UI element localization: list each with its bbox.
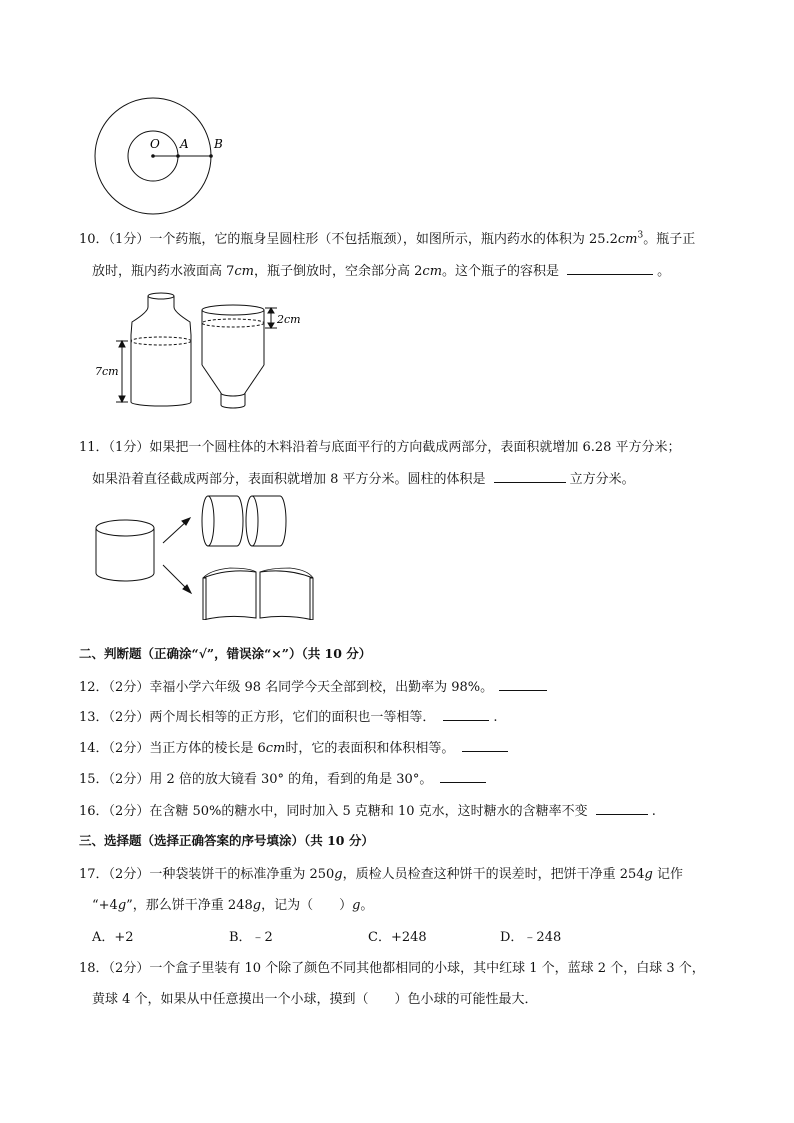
label-2cm: 2cm: [277, 313, 301, 326]
q11-line1: 11．（1分）如果把一个圆柱体的木料沿着与底面平行的方向截成两部分，表面积就增加 6.28 平方分米；: [79, 440, 681, 455]
label-a: A: [180, 137, 189, 151]
label-7cm: 7cm: [95, 365, 119, 378]
q13: 13．（2分）两个周长相等的正方形，它们的面积也一等相等． .: [79, 710, 498, 725]
q12-answer-blank[interactable]: [499, 678, 547, 691]
point-b: [209, 154, 213, 158]
q10-line1: 10．（1分）一个药瓶，它的瓶身呈圆柱形（不包括瓶颈），如图所示，瓶内药水的体积为 $25.2cm^3$。瓶子正: [79, 230, 696, 247]
point-a: [176, 154, 180, 158]
section-2-title: 二、判断题（正确涂“√”，错误涂“×”）（共 10 分）: [79, 646, 372, 661]
q10-line2: 放时，瓶内药水液面高 7cm，瓶子倒放时，空余部分高 2cm。这个瓶子的容积是 。: [92, 264, 671, 279]
q17-option-d[interactable]: D．﹣248: [500, 930, 562, 945]
label-o: O: [150, 137, 160, 151]
inverted-bottle: [202, 305, 264, 408]
q16-answer-blank[interactable]: [596, 802, 648, 815]
label-b: B: [214, 137, 223, 151]
q17-option-b[interactable]: B．﹣2: [229, 930, 273, 945]
q16: 16．（2分）在含糖 50%的糖水中，同时加入 5 克糖和 10 克水，这时糖水的含糖率不变 .: [79, 804, 656, 819]
q15-answer-blank[interactable]: [440, 770, 486, 783]
q18-line2: 黄球 4 个，如果从中任意摸出一个小球，摸到（ ）色小球的可能性最大．: [92, 992, 538, 1007]
q17-option-c[interactable]: C．+248: [368, 930, 427, 945]
height-2cm-marker: [265, 308, 277, 328]
q17-line2: “+4g”，那么饼干净重 248g，记为（ ）g。: [92, 898, 374, 913]
parallel-cut-pieces: [202, 496, 286, 546]
diameter-cut-pieces: [203, 568, 313, 620]
q14: 14．（2分）当正方体的棱长是 6cm时，它的表面积和体积相等。: [79, 737, 512, 756]
medicine-bottle-figure: [88, 290, 318, 418]
cylinder-cut-figure: [90, 490, 330, 620]
q17-option-a[interactable]: A．+2: [92, 930, 134, 945]
original-cylinder: [96, 520, 154, 581]
q12: 12．（2分）幸福小学六年级 98 名同学今天全部到校，出勤率为 98%。: [79, 676, 551, 695]
q10-answer-blank[interactable]: [567, 262, 653, 275]
q11-line2: 如果沿着直径截成两部分，表面积就增加 8 平方分米。圆柱的体积是 立方分米。: [92, 472, 635, 487]
section-3-title: 三、选择题（选择正确答案的序号填涂）（共 10 分）: [79, 833, 374, 848]
arrows: [163, 518, 191, 593]
concentric-circles-figure: [90, 96, 240, 218]
q18-line1: 18．（2分）一个盒子里装有 10 个除了颜色不同其他都相同的小球，其中红球 1 个，蓝球 2 个，白球 3 个，: [79, 961, 705, 976]
q15: 15．（2分）用 2 倍的放大镜看 30° 的角，看到的角是 30°。: [79, 768, 490, 787]
q14-answer-blank[interactable]: [462, 739, 508, 752]
point-o: [151, 154, 155, 158]
q13-answer-blank[interactable]: [443, 708, 489, 721]
q11-answer-blank[interactable]: [494, 470, 566, 483]
q17-line1: 17．（2分）一种袋装饼干的标准净重为 250g，质检人员检查这种饼干的误差时，把饼干净重 254g 记作: [79, 867, 684, 882]
upright-bottle: [131, 293, 191, 406]
